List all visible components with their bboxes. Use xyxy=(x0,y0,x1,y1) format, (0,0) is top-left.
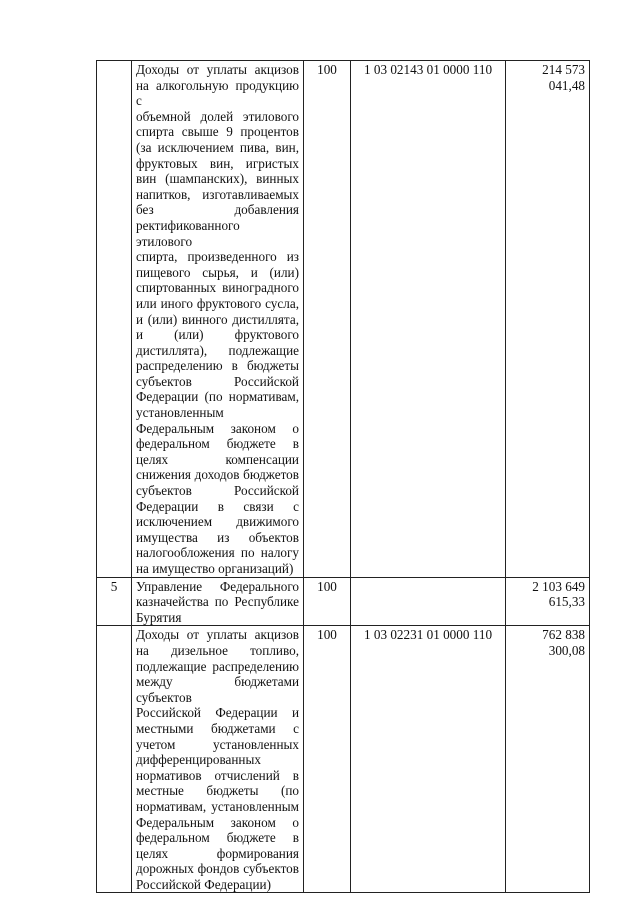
administrator-code-cell: 100 xyxy=(304,626,351,893)
revenue-name-line: федеральном бюджете в xyxy=(136,436,299,452)
revenue-name-line: напитков, изготавливаемых xyxy=(136,186,299,202)
revenue-name-line: и (или) винного дистиллята, xyxy=(136,311,299,327)
amount-line: 2 103 649 xyxy=(532,578,585,594)
revenue-name-line: Доходы от уплаты акцизов xyxy=(136,627,299,643)
amount-cell xyxy=(506,626,590,893)
revenue-name-line: подлежащие распределению xyxy=(136,658,299,674)
table-row xyxy=(97,61,590,578)
amount-line: 041,48 xyxy=(548,77,585,93)
revenue-name-line: (за исключением пива, вин, xyxy=(136,139,299,155)
budget-classification-code-cell: 1 03 02143 01 0000 110 xyxy=(351,61,506,578)
revenue-name-line: ректификованного этилового xyxy=(136,217,240,249)
revenue-name-line: Федерации (по нормативам, xyxy=(136,389,299,405)
revenue-name-line: Федеральным законом о xyxy=(136,814,299,830)
revenue-name-line: на имущество организаций) xyxy=(136,561,294,576)
budget-classification-code-cell: 1 03 02231 01 0000 110 xyxy=(351,626,506,893)
revenue-name-line: спирта, произведенного из xyxy=(136,249,299,265)
revenue-name-line: Бурятия xyxy=(136,609,182,625)
revenue-name-line: Федерации в связи с xyxy=(136,498,299,514)
revenue-name-line: спирта свыше 9 процентов xyxy=(136,124,299,140)
revenue-name-cell xyxy=(132,577,304,626)
amount-cell xyxy=(506,577,590,626)
amount-line: 615,33 xyxy=(548,594,585,610)
revenue-name-line: субъектов Российской xyxy=(136,373,299,389)
revenue-name-line: установленным xyxy=(136,405,224,421)
revenue-name-line: дорожных фондов субъектов xyxy=(136,861,299,877)
row-number-cell: 5 xyxy=(97,577,132,626)
revenue-name-line: учетом установленных xyxy=(136,736,299,752)
revenue-name-line: местными бюджетами с xyxy=(136,720,299,736)
revenue-name-line: Доходы от уплаты акцизов xyxy=(136,62,299,77)
revenue-name-line: федеральном бюджете в xyxy=(136,830,299,846)
row-number-cell xyxy=(97,626,132,893)
revenue-name-line: на дизельное топливо, xyxy=(136,642,299,658)
revenue-name-line: нормативам, установленным xyxy=(136,798,299,814)
revenue-name-line: нормативов отчислений в xyxy=(136,767,299,783)
budget-classification-code-cell xyxy=(351,577,506,626)
revenue-name-line: без добавления xyxy=(136,202,299,218)
revenue-name-line: вин (шампанских), винных xyxy=(136,171,299,187)
revenue-name-line: спиртованных виноградного xyxy=(136,280,299,296)
revenue-name-line: целях компенсации xyxy=(136,451,299,467)
revenue-name-line: Российской Федерации) xyxy=(136,876,271,892)
revenue-name-line: дифференцированных xyxy=(136,752,261,768)
revenue-name-cell xyxy=(132,626,304,893)
revenue-name-line: местные бюджеты (по xyxy=(136,783,299,799)
revenue-name-line: объемной долей этилового xyxy=(136,108,299,124)
revenue-name-line: снижения доходов бюджетов xyxy=(136,467,299,483)
revenue-name-cell xyxy=(132,61,304,578)
revenue-name-line: на алкогольную продукцию с xyxy=(136,77,299,109)
amount-line: 300,08 xyxy=(548,642,585,658)
revenue-name-line: Федеральным законом о xyxy=(136,420,299,436)
administrator-code-cell: 100 xyxy=(304,61,351,578)
revenue-name-line: и (или) фруктового xyxy=(136,327,299,343)
revenue-name-line: имущества из объектов xyxy=(136,529,299,545)
revenue-name-line: субъектов Российской xyxy=(136,483,299,499)
revenue-name-line: распределению в бюджеты xyxy=(136,358,299,374)
revenue-name-line: исключением движимого xyxy=(136,514,299,530)
revenue-name-line: или иного фруктового сусла, xyxy=(136,295,299,311)
revenue-name-line: Управление Федерального xyxy=(136,578,299,594)
revenue-table-body xyxy=(97,61,590,893)
revenue-name-line: дистиллята), подлежащие xyxy=(136,342,299,358)
amount-line: 214 573 xyxy=(542,62,585,77)
administrator-code-cell: 100 xyxy=(304,577,351,626)
table-row xyxy=(97,626,590,893)
table-row xyxy=(97,577,590,626)
amount-line: 762 838 xyxy=(542,627,585,643)
revenue-name-line: фруктовых вин, игристых xyxy=(136,155,299,171)
revenue-name-line: целях формирования xyxy=(136,845,299,861)
revenue-name-line: казначейства по Республике xyxy=(136,594,299,610)
revenue-name-line: между бюджетами субъектов xyxy=(136,674,299,705)
row-number-cell xyxy=(97,61,132,578)
amount-cell xyxy=(506,61,590,578)
revenue-name-line: пищевого сырья, и (или) xyxy=(136,264,299,280)
revenue-table xyxy=(96,60,590,893)
revenue-name-line: Российской Федерации и xyxy=(136,705,299,721)
revenue-name-line: налогообложения по налогу xyxy=(136,545,299,561)
